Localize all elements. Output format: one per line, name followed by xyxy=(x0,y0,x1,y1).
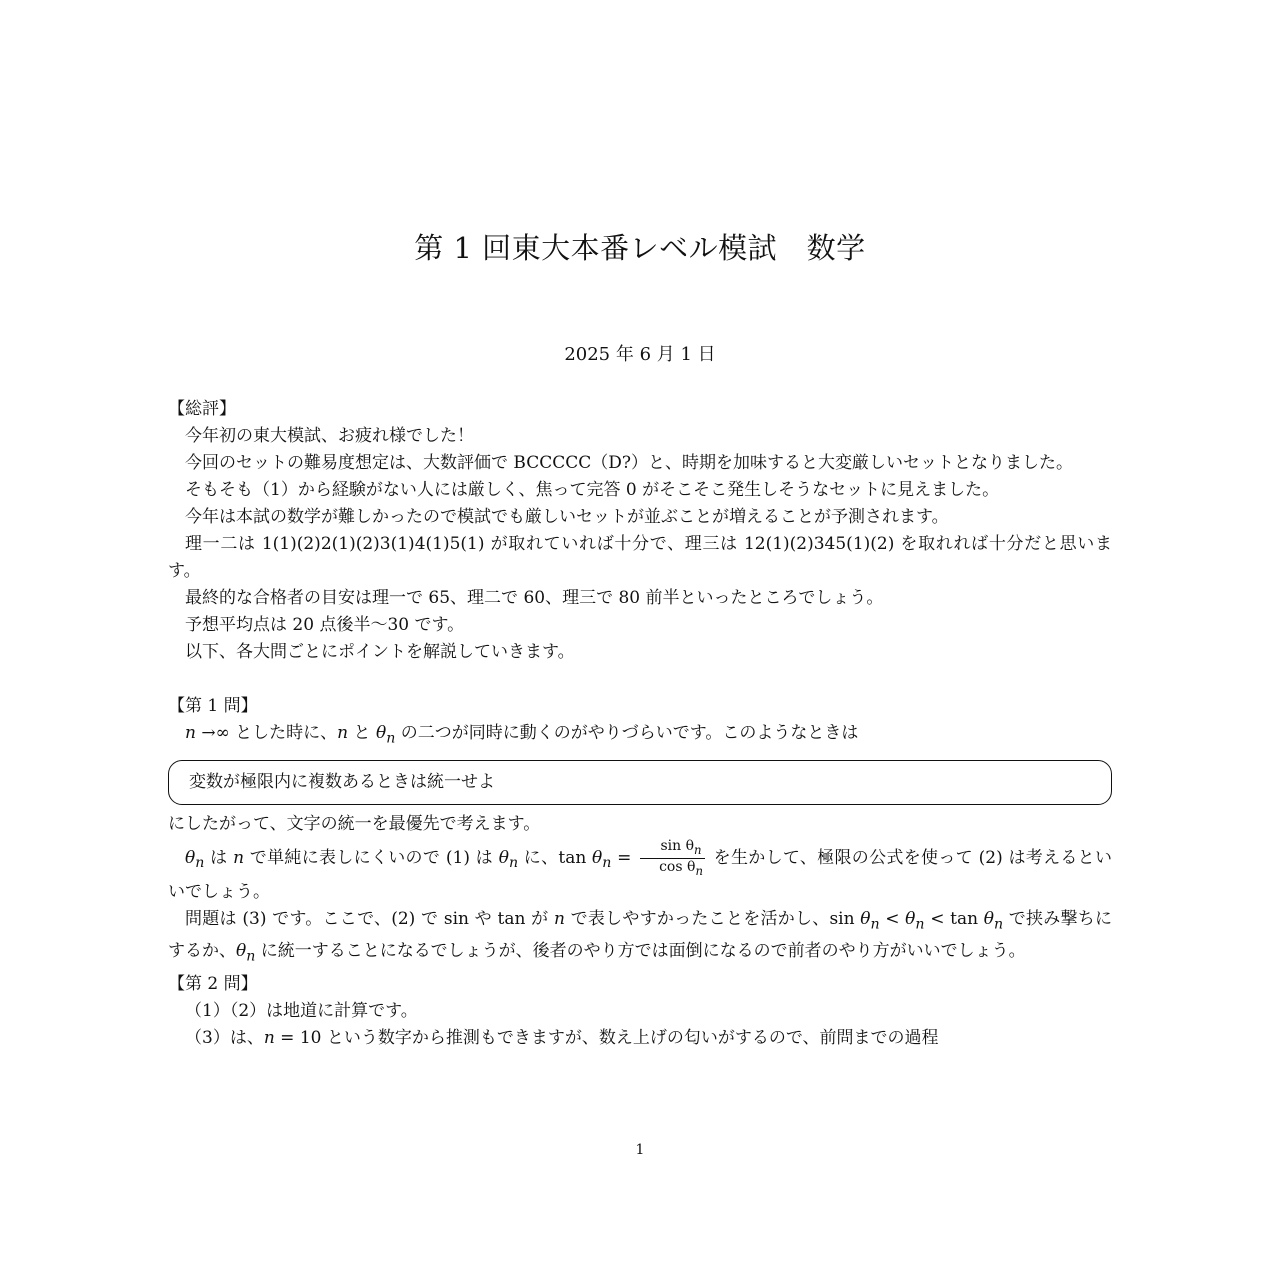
math-theta: θ xyxy=(860,908,871,929)
math-subscript: n xyxy=(993,916,1004,933)
math-subscript: n xyxy=(694,843,702,858)
text-fragment: < xyxy=(879,908,906,929)
review-paragraph: 予想平均点は 20 点後半〜30 です。 xyxy=(185,615,465,635)
math-theta: θ xyxy=(185,848,196,869)
numerator-text: sin θ xyxy=(660,838,695,855)
review-paragraph: 今年は本試の数学が難しかったので模試でも厳しいセットが並ぶことが増えることが予測されます。 xyxy=(185,507,949,527)
key-point-box: 変数が極限内に複数あるときは統一せよ xyxy=(168,760,1112,805)
math-theta: θ xyxy=(592,848,603,869)
text-fragment: （3）は、 xyxy=(185,1027,264,1048)
document-body xyxy=(168,396,1112,1052)
fraction-denominator xyxy=(640,859,705,879)
text-fragment: →∞ とした時に、 xyxy=(195,723,338,743)
section-gap xyxy=(168,666,1112,693)
review-heading: 【総評】 xyxy=(168,399,236,419)
text-fragment: を生かして、極限の公式を使って (2) は考えるといいでしょう。 xyxy=(168,848,1112,902)
math-n: n xyxy=(233,848,245,869)
text-fragment: < xyxy=(924,908,951,929)
review-paragraph: 最終的な合格者の目安は理一で 65、理二で 60、理三で 80 前半といったところでしょう。 xyxy=(185,588,884,608)
review-paragraph: そもそも（1）から経験がない人には厳しく、焦って完答 0 がそこそこ発生しそうなセットに見えました。 xyxy=(185,480,1000,500)
math-subscript: n xyxy=(386,730,396,747)
math-theta: θ xyxy=(375,723,387,743)
text-fragment: 問題は (3) です。ここで、(2) で sin や tan が xyxy=(185,908,555,929)
text-fragment: は xyxy=(204,848,234,869)
page-number: 1 xyxy=(635,1142,645,1158)
math-n: n xyxy=(263,1027,275,1048)
text-fragment: tan xyxy=(950,908,984,929)
math-subscript: n xyxy=(695,863,703,878)
q2-paragraph-2 xyxy=(168,1025,1112,1052)
text-fragment: と xyxy=(348,723,376,743)
q1-paragraph-4 xyxy=(168,906,1112,971)
q1-heading: 【第 1 問】 xyxy=(168,696,258,716)
text-fragment: に、tan xyxy=(518,848,593,869)
review-paragraph: 以下、各大問ごとにポイントを解説していきます。 xyxy=(185,642,575,662)
math-subscript: n xyxy=(508,855,519,872)
math-subscript: n xyxy=(915,916,925,933)
math-theta: θ xyxy=(983,908,994,929)
math-theta: θ xyxy=(905,908,916,929)
document-title: 第 1 回東大本番レベル模試 数学 xyxy=(414,231,866,265)
document-date: 2025 年 6 月 1 日 xyxy=(564,344,716,365)
tan-fraction xyxy=(640,838,705,879)
text-fragment: の二つが同時に動くのがやりづらいです。このようなときは xyxy=(395,723,859,743)
math-theta: θ xyxy=(498,848,509,869)
q1-paragraph-1 xyxy=(168,720,1112,752)
math-subscript: n xyxy=(602,855,612,872)
denominator-text: cos θ xyxy=(659,859,696,876)
text-fragment: = xyxy=(611,848,638,869)
math-subscript: n xyxy=(195,855,205,872)
review-paragraph: 今回のセットの難易度想定は、大数評価で BCCCCC（D?）と、時期を加味すると大変厳しいセットとなりました。 xyxy=(185,453,1073,473)
fraction-numerator xyxy=(640,838,705,859)
q2-paragraph-1: （1）（2）は地道に計算です。 xyxy=(185,1000,418,1021)
math-n: n xyxy=(554,908,565,929)
text-fragment: で表しやすかったことを活かし、sin xyxy=(565,908,861,929)
box-spacer xyxy=(168,752,1112,754)
review-paragraph: 今年初の東大模試、お疲れ様でした！ xyxy=(185,426,474,446)
text-fragment: で挟み撃ちにするか、 xyxy=(168,908,1112,962)
math-theta: θ xyxy=(236,941,247,962)
text-fragment: に統一することになるでしょうが、後者のやり方では面倒になるので前者のやり方がいいでしょう。 xyxy=(255,941,1026,962)
review-paragraph: 理一二は 1(1)(2)2(1)(2)3(1)4(1)5(1) が取れていれば十分で、理三は 12(1)(2)345(1)(2) を取れれば十分だと思います。 xyxy=(168,534,1112,581)
math-n: n xyxy=(337,723,349,743)
math-n: n xyxy=(185,723,196,743)
q1-paragraph-3 xyxy=(168,838,1112,906)
math-subscript: n xyxy=(870,916,880,933)
text-fragment: で単純に表しにくいので (1) は xyxy=(244,848,499,869)
q1-paragraph-2: にしたがって、文字の統一を最優先で考えます。 xyxy=(168,814,541,835)
text-fragment: = 10 という数字から推測もできますが、数え上げの匂いがするので、前問までの過程 xyxy=(274,1027,939,1048)
q2-heading: 【第 2 問】 xyxy=(168,973,258,994)
math-subscript: n xyxy=(246,948,256,965)
